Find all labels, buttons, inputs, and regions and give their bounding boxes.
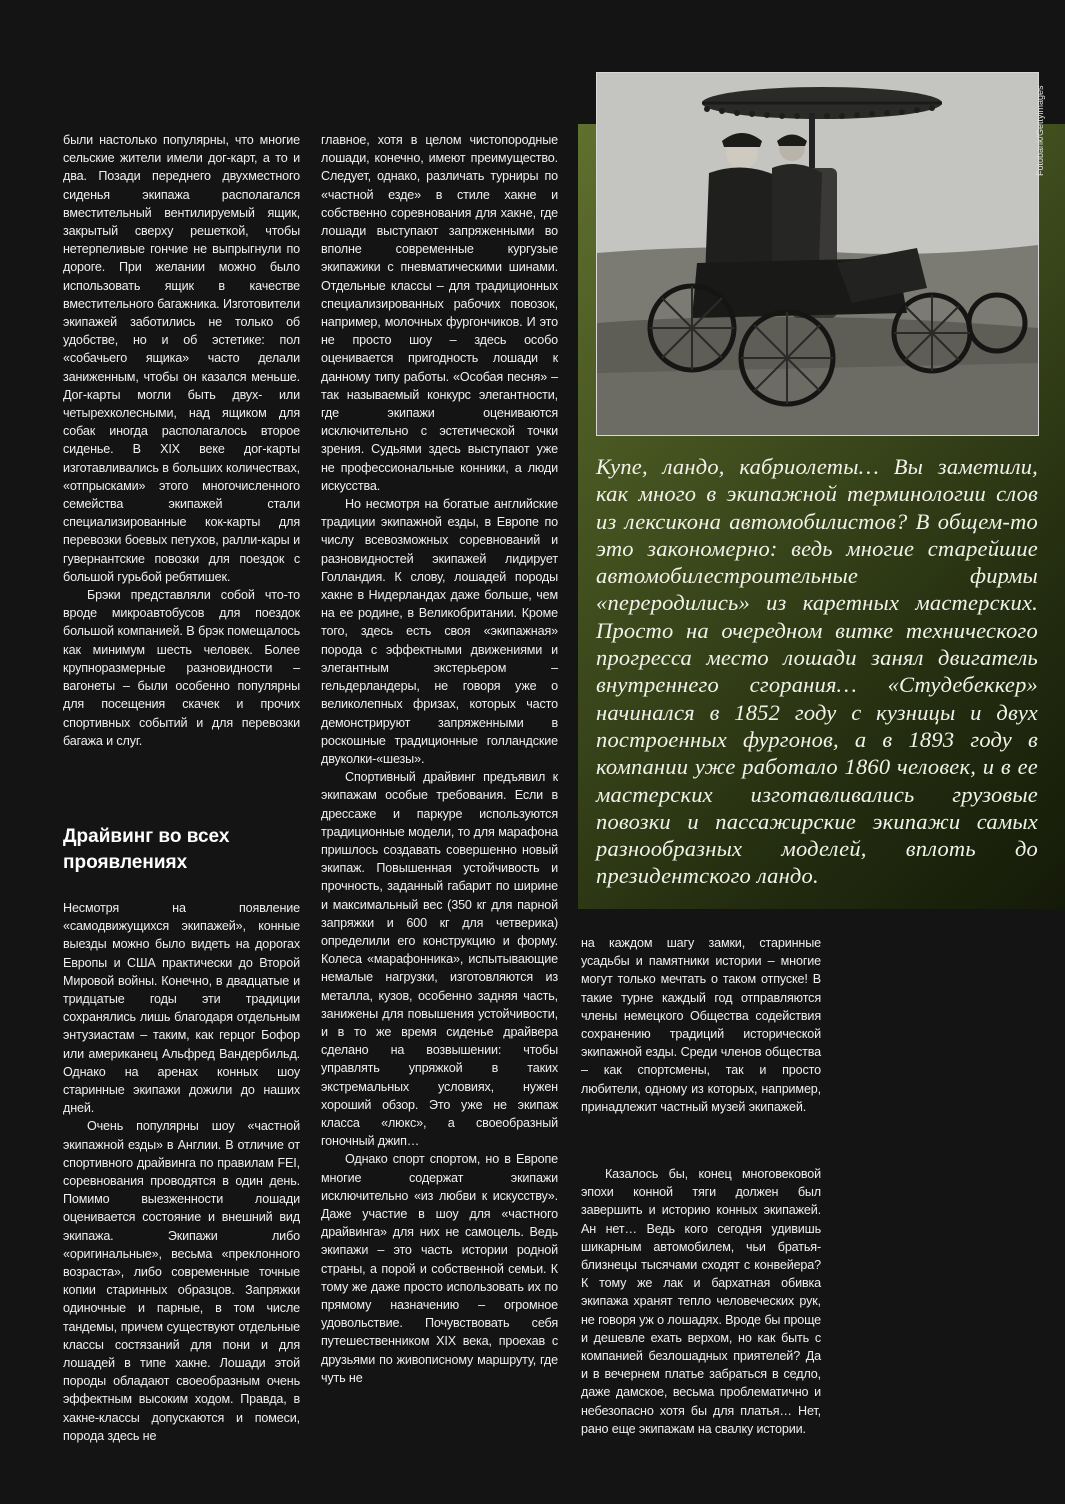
paragraph: Спортивный драйвинг предъявил к экипажам особые требования. Если в дрессаже и паркуре используются традиционные модели, то для марафона пришлось создавать совершенно новый экипаж. Повышенная устойчивость и прочность, заданный габарит по ширине и максимальный вес (350 кг для парной запряжки и 600 кг для четверика) определили его конструкцию и форму. Колеса «марафонника», испытывающие немалые нагрузки, изготовляются из металла, кузов, особенно задняя часть, занижены для повышения устойчивости, и в то же время сиденье драйвера сделано на возвышении: чтобы управлять упряжкой в таких экстремальных условиях, нужен хороший обзор. Это уже не экипаж класса «люкс», а своеобразный гоночный джип…: [321, 770, 558, 1149]
paragraph: на каждом шагу замки, старинные усадьбы и памятники истории – многие могут только мечтать о таком отпуске! В такие турне каждый год отправляются члены немецкого Общества содействия сохранению традиций исторической экипажной езды. Среди членов общества – как спортсмены, так и просто любители, одному из которых, например, принадлежит частный музей экипажей.: [581, 936, 821, 1114]
photo-illustration: [597, 73, 1038, 435]
text-column-3-upper: [581, 934, 821, 1116]
paragraph: Но несмотря на богатые английские традиции экипажной езды, в Европе по числу всевозможных соревнований и разновидностей экипажей лидирует Голландия. К слову, лошадей породы хакне в Нидерландах даже больше, чем на ее родине, в Великобритании. Кроме того, здесь есть своя «экипажная» порода с эффектными движениями и элегантным экстерьером – гельдерландеры, не говоря уже о великолепных фризах, которых часто демонстрируют запряженными в роскошные традиционные голландские двуколки-«шезы».: [321, 497, 558, 766]
text-column-2: [321, 131, 558, 1387]
paragraph: были настолько популярны, что многие сельские жители имели дог-карт, а то и два. Позади переднего двухместного сиденья экипажа располагался вместительный вентилируемый ящик, закрытый сверху решеткой, чтобы нетерпеливые гончие не выпрыгнули по дороге. При желании можно было использовать ящик в качестве вместительного багажника. Изготовители экипажей заботились не только об удобстве, но и об эстетике: пол «собачьего ящика» часто делали заниженным, чтобы он казался меньше. Дог-карты могли быть двух- или четырехколесными, над ящиком для собак иногда располагалось второе сиденье. В XIX веке дог-карты изготавливались в больших количествах, «отпрысками» этого многочисленного семейства экипажей стали специализированные кок-карты для перевозки боевых петухов, ралли-кары и гувернантские повозки для поездок с большой гурьбой ребятишек.: [63, 133, 300, 584]
steam-carriage-photo: [596, 72, 1039, 436]
text-column-1-lower: [63, 899, 300, 1445]
photo-credit: Fotobank/Gettyimages: [1035, 85, 1045, 176]
paragraph: главное, хотя в целом чистопородные лошади, конечно, имеют преимущество. Следует, однако, различать турниры по «частной езде» в стиле хакне и собственно соревнования для хакне, где лошади выступают запряженными во вполне современные кургузые экипажики с пневматическими шинами. Отдельные классы – для традиционных специализированных рабочих повозок, например, молочных фургончиков. И это не просто шоу – здесь особо оценивается пригодность лошади к данному типу работы. «Особая песня» – так называемый конкурс элегантности, где экипажи оцениваются исключительно с эстетической точки зрения. Судьями здесь выступают уже не профессиональные конники, а люди искусства.: [321, 133, 558, 493]
text-column-3-lower: [581, 1165, 821, 1438]
section-heading: Драйвинг во всех проявлениях: [63, 826, 230, 873]
paragraph: Несмотря на появление «самодвижущихся экипажей», конные выезды можно было видеть на дорогах Европы и США практически до Второй Мировой войны. Конечно, в двадцатые и тридцатые годы эти традиции сохранялись лишь благодаря отдельным энтузиастам – таким, как герцог Бофор или американец Альфред Вандербильд. Однако на аренах конных шоу старинные экипажи дожили до наших дней.: [63, 901, 300, 1116]
paragraph: Очень популярны шоу «частной экипажной езды» в Англии. В отличие от спортивного драйвинга по правилам FEI, соревнования проводятся в один день. Помимо выезженности лошади оценивается состояние и внешний вид экипажа. Экипажи либо «оригинальные», весьма «преклонного возраста», либо современные точные копии старинных образцов. Запряжки одиночные и парные, в том числе тандемы, причем существуют отдельные классы состязаний для пони и для лошадей в типе хакне. Лошади этой породы обладают своеобразным очень эффектным высоким ходом. Правда, в хакне-классы допускаются и помеси, порода здесь не: [63, 1119, 300, 1443]
paragraph: Казалось бы, конец многовековой эпохи конной тяги должен был завершить и историю конных экипажей. Ан нет… Ведь кого сегодня удивишь шикарным автомобилем, чьи братья-близнецы тысячами сходят с конвейера? К тому же лак и бархатная обивка экипажа хранят тепло человеческих рук, не говоря уж о лошадях. Вроде бы проще и дешевле ехать верхом, но как быть с компанией безлошадных приятелей? Да и в вечернем платье забраться в седло, даже дамское, весьма проблематично и небезопасно хотя бы для платья… Нет, рано еще экипажам на свалку истории.: [581, 1167, 821, 1436]
paragraph: Однако спорт спортом, но в Европе многие содержат экипажи исключительно «из любви к искусству». Даже участие в шоу для «частного драйвинга» для них не самоцель. Ведь экипажи – это часть истории родной страны, а порой и собственной семьи. К тому же даже просто использовать их по прямому назначению – огромное удовольствие. Почувствовать себя путешественником XIX века, проехав с друзьями по живописному маршруту, где чуть не: [321, 1152, 558, 1385]
text-column-1: [63, 131, 300, 750]
pull-quote: Купе, ландо, кабриолеты… Вы заметили, как много в экипажной терминологии слов из лексикона автомобилистов? В общем-то это закономерно: ведь многие старейшие автомобилестроительные фирмы «переродились» из каретных мастерских. Просто на очередном витке технического прогресса место лошади занял двигатель внутреннего сгорания… «Студебеккер» начинался в 1852 году с кузницы и двух построенных фургонов, а в 1893 году в компании уже работало 1860 человек, и в ее мастерских изготавливались грузовые повозки и пассажирские экипажи самых разнообразных моделей, вплоть до президентского ландо.: [596, 454, 1038, 889]
paragraph: Брэки представляли собой что-то вроде микроавтобусов для поездок большой компанией. В брэк помещалось как минимум шесть человек. Более крупноразмерные разновидности – вагонеты – были особенно популярны для посещения скачек и прочих спортивных событий и для перевозки багажа и слуг.: [63, 588, 300, 748]
